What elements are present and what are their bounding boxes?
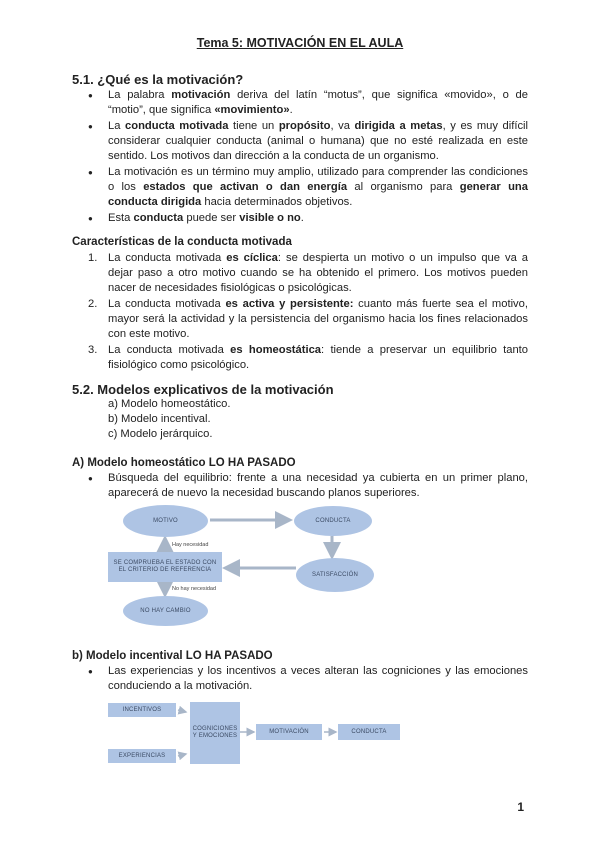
bullet-item: ● Las experiencias y los incentivos a veces alteran las cogniciones y las emociones conduciendo a la motivación.	[88, 664, 528, 694]
model-b-heading: b) Modelo incentival LO HA PASADO	[72, 650, 273, 662]
numbered-item: 1. La conducta motivada es cíclica: se despierta un motivo o un impulso que va a dejar paso a otro motivo cuando se ha obtenido el primero. Los motivos pueden nacer de necesidades fisiológicas o psicológicas.	[88, 252, 529, 294]
label-no-necesidad: No hay necesidad	[172, 586, 217, 592]
list-item: b) Modelo incentival.	[108, 413, 211, 425]
node-conducta-b: CONDUCTA	[338, 724, 400, 740]
node-experiencias: EXPERIENCIAS	[108, 749, 176, 763]
page-title: Tema 5: MOTIVACIÓN EN EL AULA	[196, 36, 404, 50]
list-item: c) Modelo jerárquico.	[108, 428, 213, 440]
numbered-item: 2. La conducta motivada es activa y persistente: cuanto más fuerte sea el motivo, mayor será la actividad y la persistencia del organismo hacia los fines relacionados con este motivo.	[88, 298, 528, 340]
list-item: a) Modelo homeostático.	[108, 398, 231, 410]
node-motivacion: MOTIVACIÓN	[256, 724, 322, 740]
node-motivo: MOTIVO	[123, 505, 208, 537]
node-cogniciones: COGNICIONES Y EMOCIONES	[190, 702, 240, 764]
node-comprueba: SE COMPRUEBA EL ESTADO CON EL CRITERIO DE REFERENCIA	[108, 552, 222, 582]
page-number: 1	[517, 800, 524, 814]
label-hay-necesidad: Hay necesidad	[172, 542, 209, 548]
bullet-item: ● Búsqueda del equilibrio: frente a una necesidad ya cubierta en un primer plano, aparecerá de nuevo la necesidad buscando planos superiores.	[88, 471, 528, 501]
characteristics-heading: Características de la conducta motivada	[72, 236, 292, 248]
section-5-2-heading: 5.2. Modelos explicativos de la motivación	[72, 382, 334, 397]
node-no-cambio: NO HAY CAMBIO	[123, 596, 208, 626]
bullet-item: ● Esta conducta puede ser visible o no.	[88, 211, 528, 226]
model-a-heading: A) Modelo homeostático LO HA PASADO	[72, 457, 296, 469]
section-5-1-heading: 5.1. ¿Qué es la motivación?	[72, 72, 244, 87]
arrow	[178, 710, 186, 712]
numbered-item: 3. La conducta motivada es homeostática: tiende a preservar un equilibrio tanto fisiológico como psicológico.	[88, 344, 529, 371]
bullet-item: ● La motivación es un término muy amplio, utilizado para comprender las condiciones o los estados que activan o dan energía al organismo para generar una conducta dirigida hacia determinados objetivos.	[88, 165, 528, 210]
node-incentivos: INCENTIVOS	[108, 703, 176, 717]
node-satisfaccion: SATISFACCIÓN	[296, 558, 374, 592]
arrow	[178, 754, 186, 756]
node-conducta: CONDUCTA	[294, 506, 372, 536]
model-b-bullets	[88, 664, 528, 695]
bullet-item: ● La palabra motivación deriva del latín “motus”, que significa «movido», o de “motio”, que significa «movimiento».	[88, 88, 528, 118]
bullet-item: ● La conducta motivada tiene un propósito, va dirigida a metas, y es muy difícil considerar cualquier conducta (animal o humana) que no esté realizada en este sentido. Los motivos dan dirección a la conducta de un organismo.	[88, 119, 528, 164]
